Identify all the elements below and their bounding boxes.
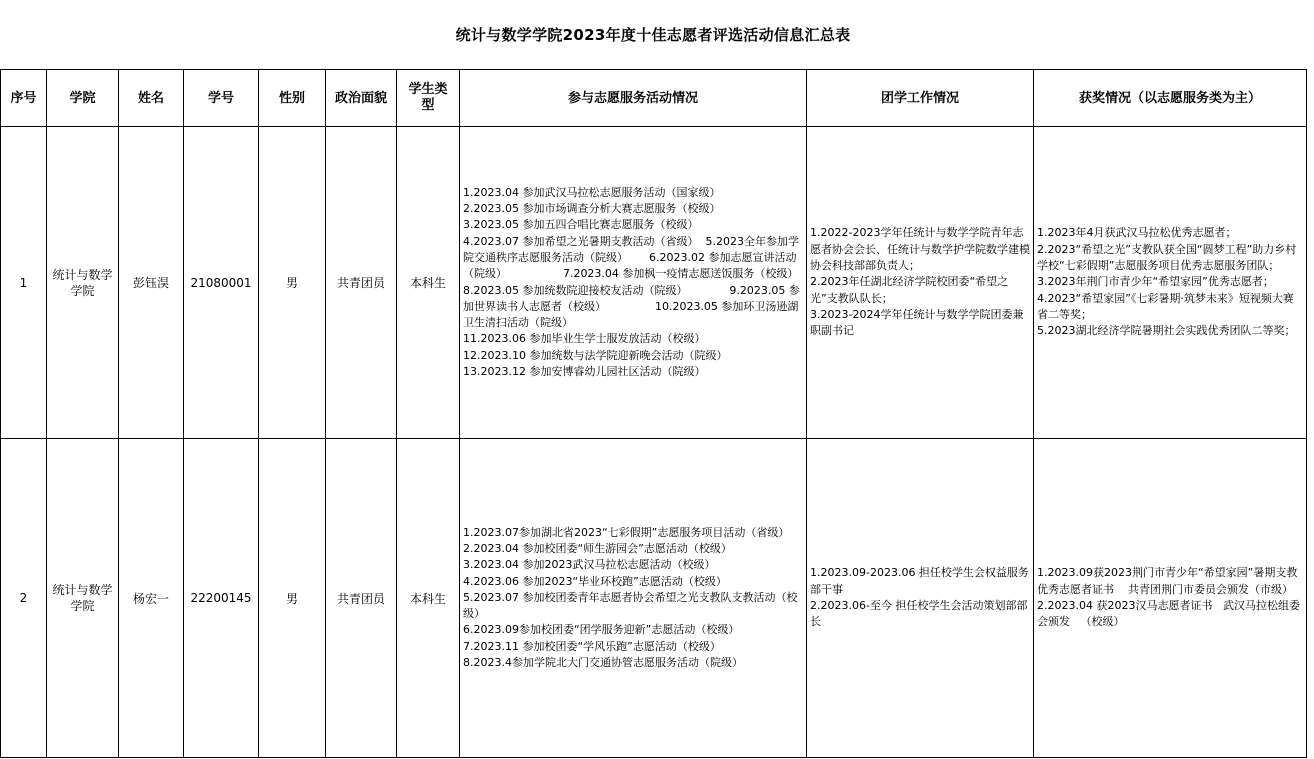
cell-no[interactable]: 2: [1, 439, 47, 758]
summary-table: [0, 69, 1307, 758]
header-student-id[interactable]: 学号: [184, 70, 259, 127]
cell-political[interactable]: 共青团员: [326, 127, 397, 439]
cell-name[interactable]: 杨宏一: [119, 439, 184, 758]
cell-college-text: 统计与数学学院: [52, 583, 113, 613]
cell-college[interactable]: [47, 439, 119, 758]
table-row: [1, 439, 1307, 758]
cell-gender[interactable]: 男: [259, 127, 326, 439]
header-no[interactable]: 序号: [1, 70, 47, 127]
cell-student-id[interactable]: 21080001: [184, 127, 259, 439]
header-student-type[interactable]: [397, 70, 460, 127]
header-college[interactable]: 学院: [47, 70, 119, 127]
cell-league-work[interactable]: 1.2023.09-2023.06 担任校学生会权益服务部干事 2.2023.06-至今 担任校学生会活动策划部部长: [807, 439, 1034, 758]
header-volunteer[interactable]: 参与志愿服务活动情况: [460, 70, 807, 127]
header-name[interactable]: 姓名: [119, 70, 184, 127]
cell-name[interactable]: 彭钰淏: [119, 127, 184, 439]
table-row: [1, 127, 1307, 439]
cell-league-work[interactable]: 1.2022-2023学年任统计与数学学院青年志愿者协会会长、任统计与数学护学院数学建模协会科技部部负责人； 2.2023年任湖北经济学院校团委“希望之光”支教队队长； 3.2023-2024学年任统计与数学学院团委兼职副书记: [807, 127, 1034, 439]
cell-awards[interactable]: 1.2023年4月获武汉马拉松优秀志愿者； 2.2023“希望之光”支教队获全国“圆梦工程”助力乡村学校“七彩假期”志愿服务项目优秀志愿服务团队； 3.2023年荆门市青少年“希望家园”优秀志愿者； 4.2023“希望家园”《七彩暑期·筑梦未来》短视频大赛省二等奖； 5.2023湖北经济学院暑期社会实践优秀团队二等奖；: [1034, 127, 1307, 439]
header-political[interactable]: 政治面貌: [326, 70, 397, 127]
cell-gender[interactable]: 男: [259, 439, 326, 758]
cell-college-text: 统计与数学学院: [52, 267, 113, 298]
cell-awards[interactable]: 1.2023.09获2023荆门市青少年“希望家园”暑期支教优秀志愿者证书 共青团荆门市委员会颁发（市级） 2.2023.04 获2023汉马志愿者证书 武汉马拉松组委会颁发 （校级）: [1034, 439, 1307, 758]
page-title: 统计与数学学院2023年度十佳志愿者评选活动信息汇总表: [455, 26, 851, 44]
cell-student-id[interactable]: 22200145: [184, 439, 259, 758]
cell-volunteer[interactable]: 1.2023.07参加湖北省2023“七彩假期”志愿服务项目活动（省级） 2.2023.04 参加校团委“师生游园会”志愿活动（校级） 3.2023.04 参加2023武汉马拉松志愿活动（校级） 4.2023.06 参加2023“毕业环校跑”志愿活动（校级） 5.2023.07 参加校团委青年志愿者协会希望之光支教队支教活动（校级） 6.2023.09参加校团委“团学服务迎新”志愿活动（校级） 7.2023.11 参加校团委“学风乐跑”志愿活动（校级） 8.2023.4参加学院北大门交通协管志愿服务活动（院级）: [460, 439, 807, 758]
cell-student-type[interactable]: 本科生: [397, 127, 460, 439]
header-awards[interactable]: 获奖情况（以志愿服务类为主）: [1034, 70, 1307, 127]
cell-college[interactable]: [47, 127, 119, 439]
header-gender[interactable]: 性别: [259, 70, 326, 127]
cell-no[interactable]: 1: [1, 127, 47, 439]
cell-volunteer[interactable]: 1.2023.04 参加武汉马拉松志愿服务活动（国家级） 2.2023.05 参加市场调查分析大赛志愿服务（校级） 3.2023.05 参加五四合唱比赛志愿服务（校级） 4.2023.07 参加希望之光暑期支教活动（省级） 5.2023全年参加学院交通秩序志愿服务活动（院级） 6.2023.02 参加志愿宣讲活动（院级） 7.2023.04 参加枫一疫情志愿送饭服务（校级） 8.2023.05 参加统数院迎接校友活动（院级） 9.2023.05 参加世界读书人志愿者（校级） 10.2023.05 参加环卫汤逊湖卫生清扫活动（院级） 11.2023.06 参加毕业生学士服发放活动（校级） 12.2023.10 参加统数与法学院迎新晚会活动（院级） 13.2023.12 参加安博睿幼儿园社区活动（院级）: [460, 127, 807, 439]
header-student-type-label: 学生类型: [408, 82, 448, 113]
header-league-work[interactable]: 团学工作情况: [807, 70, 1034, 127]
cell-student-type[interactable]: 本科生: [397, 439, 460, 758]
cell-political[interactable]: 共青团员: [326, 439, 397, 758]
header-row: [1, 70, 1307, 127]
